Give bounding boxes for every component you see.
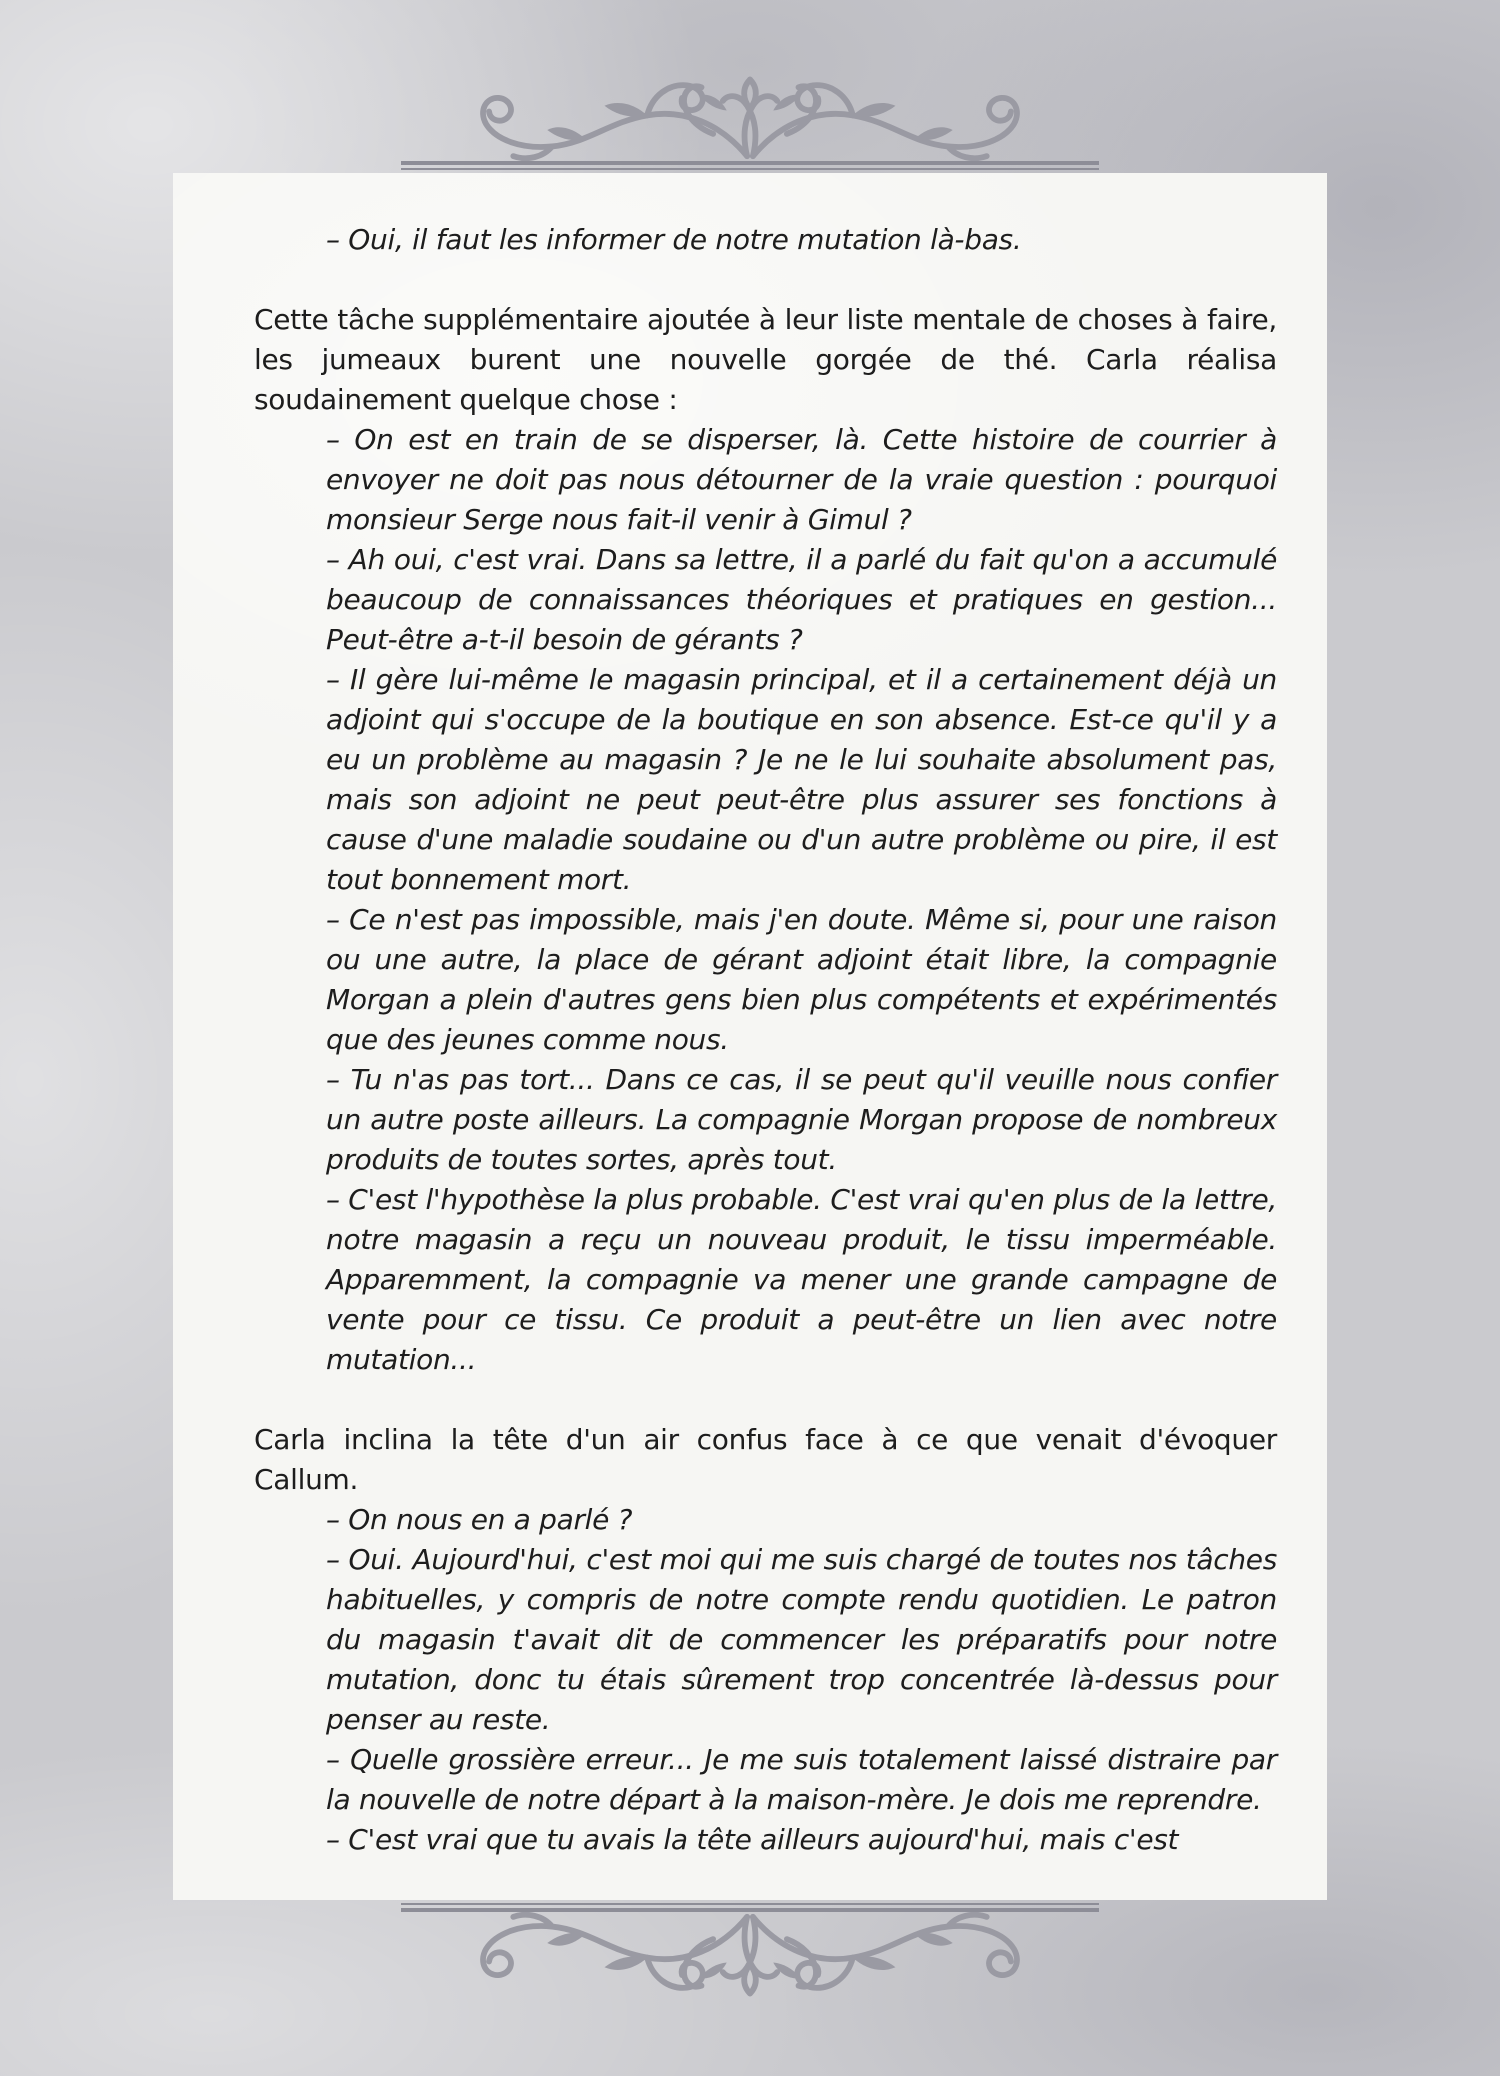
dialogue-paragraph: – Il gère lui-même le magasin principal, et il a certainement déjà un adjoint qui s'occupe de la boutique en son absence. Est-ce qu'il y a eu un problème au magasin ? Je ne le lui souhaite absolument pas, mais son adjoint ne peut peut-être plus assurer ses fonctions à cause d'une maladie soudaine ou d'un autre problème ou pire, il est tout bonnement mort.: [326, 663, 1277, 896]
page-text-panel: [173, 173, 1327, 1900]
dialogue-paragraph: – C'est vrai que tu avais la tête ailleurs aujourd'hui, mais c'est: [326, 1823, 1179, 1856]
narration-paragraph: Carla inclina la tête d'un air confus face à ce que venait d'évoquer Callum.: [254, 1423, 1277, 1496]
double-rule-top: [401, 161, 1099, 170]
dialogue-paragraph: – C'est l'hypothèse la plus probable. C'est vrai qu'en plus de la lettre, notre magasin a reçu un nouveau produit, le tissu imperméable. Apparemment, la compagnie va mener une grande campagne de vente pour ce tissu. Ce produit a peut-être un lien avec notre mutation...: [326, 1183, 1277, 1376]
narration-paragraph: Cette tâche supplémentaire ajoutée à leur liste mentale de choses à faire, les jumeaux burent une nouvelle gorgée de thé. Carla réalisa soudainement quelque chose :: [254, 303, 1277, 416]
flourish-icon: [400, 64, 1100, 161]
dialogue-paragraph: – Ce n'est pas impossible, mais j'en doute. Même si, pour une raison ou une autre, la place de gérant adjoint était libre, la compagnie Morgan a plein d'autres gens bien plus compétents et expérimentés que des jeunes comme nous.: [326, 903, 1277, 1056]
dialogue-paragraph: – Tu n'as pas tort... Dans ce cas, il se peut qu'il veuille nous confier un autre poste ailleurs. La compagnie Morgan propose de nombreux produits de toutes sortes, après tout.: [326, 1063, 1277, 1176]
dialogue-paragraph: – Ah oui, c'est vrai. Dans sa lettre, il a parlé du fait qu'on a accumulé beaucoup de connaissances théoriques et pratiques en gestion... Peut-être a-t-il besoin de gérants ?: [326, 543, 1277, 656]
paragraph-spacer: [254, 1380, 1277, 1420]
paragraph-spacer: [254, 260, 1277, 300]
flourish-icon: [400, 1912, 1100, 2009]
double-rule-bottom: [401, 1903, 1099, 1912]
dialogue-paragraph: – Oui. Aujourd'hui, c'est moi qui me suis chargé de toutes nos tâches habituelles, y compris de notre compte rendu quotidien. Le patron du magasin t'avait dit de commencer les préparatifs pour notre mutation, donc tu étais sûrement trop concentrée là-dessus pour penser au reste.: [326, 1543, 1277, 1736]
dialogue-paragraph: – On est en train de se disperser, là. Cette histoire de courrier à envoyer ne doit pas nous détourner de la vraie question : pourquoi monsieur Serge nous fait-il venir à Gimul ?: [326, 423, 1277, 536]
dialogue-paragraph: – Quelle grossière erreur... Je me suis totalement laissé distraire par la nouvelle de notre départ à la maison-mère. Je dois me reprendre.: [326, 1743, 1277, 1816]
dialogue-paragraph: – On nous en a parlé ?: [326, 1503, 633, 1536]
bottom-ornament: [400, 1903, 1100, 2009]
dialogue-paragraph: – Oui, il faut les informer de notre mutation là-bas.: [326, 223, 1022, 256]
rule-thin: [401, 168, 1099, 170]
top-ornament: [400, 64, 1100, 170]
